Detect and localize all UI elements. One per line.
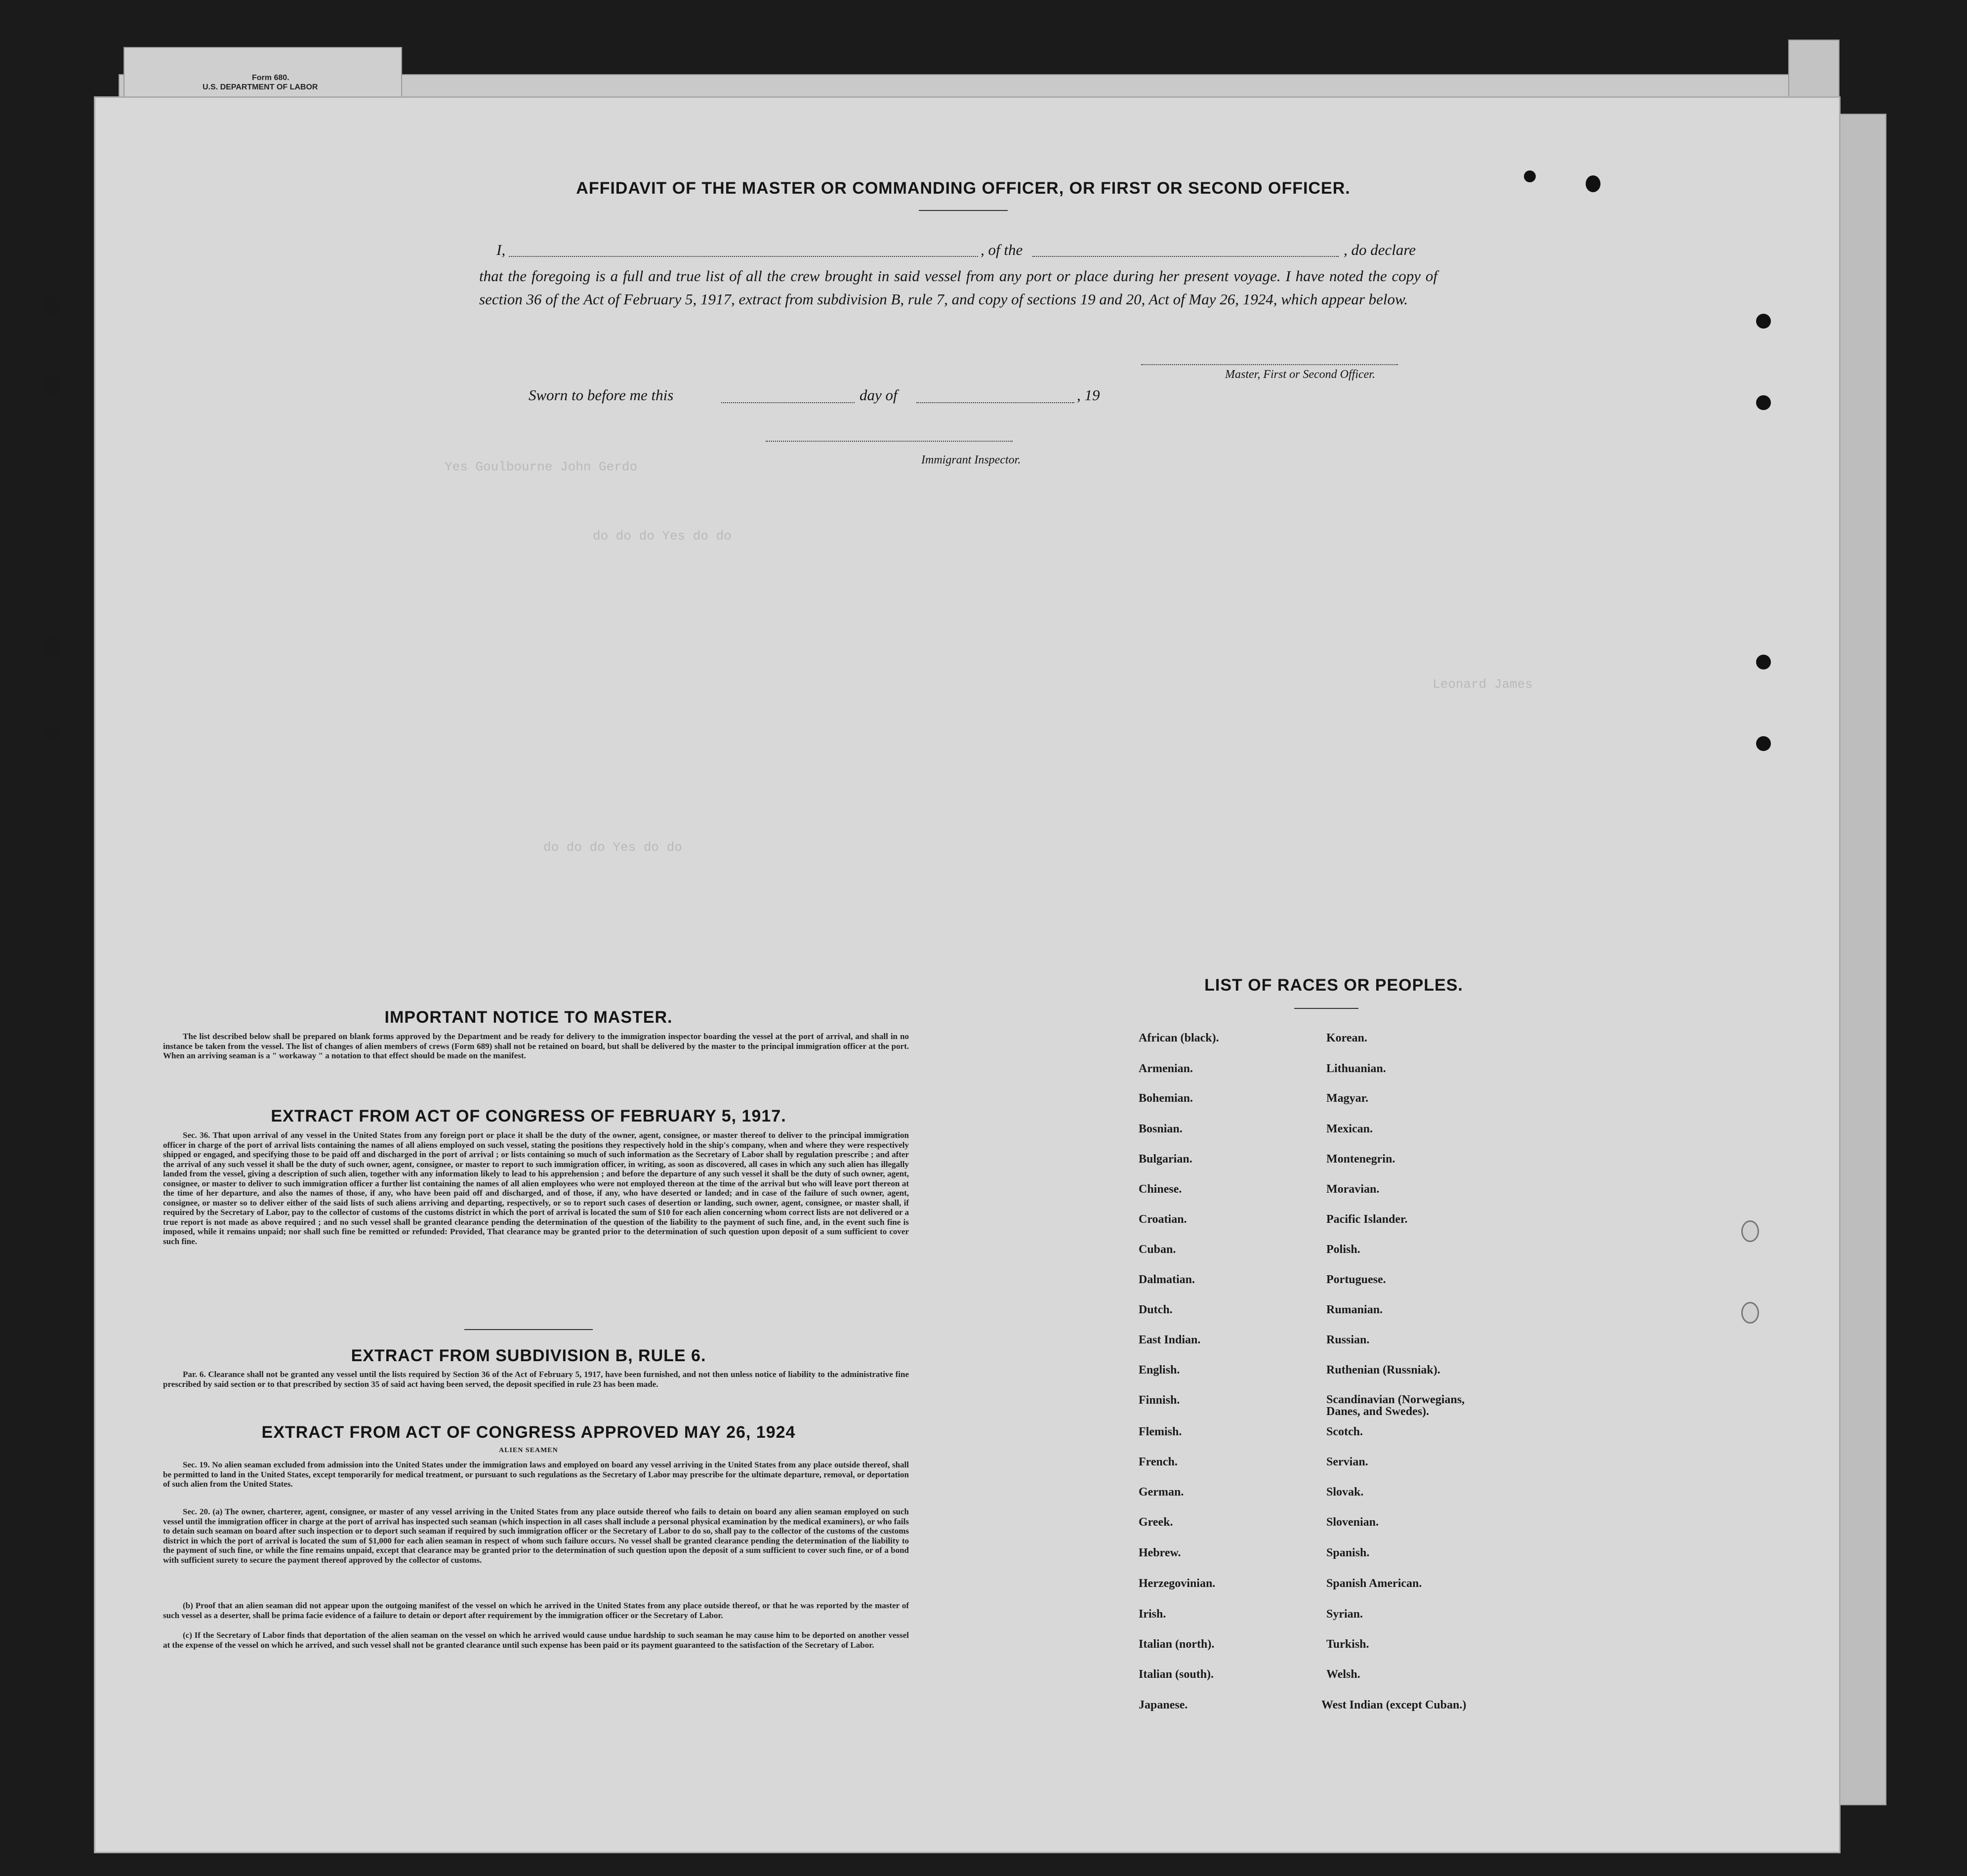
extract-divider — [464, 1329, 593, 1330]
bleed-through: do do do Yes do do — [593, 529, 732, 543]
sworn-day-blank[interactable] — [721, 401, 855, 403]
race-item: Bohemian. — [1139, 1092, 1193, 1105]
document-sheet — [94, 96, 1841, 1853]
race-item: Scandinavian (Norwegians, Danes, and Swedes). — [1326, 1393, 1465, 1418]
affidavit-of-the: , of the — [981, 241, 1023, 258]
race-item: Pacific Islander. — [1326, 1213, 1408, 1226]
race-item: Italian (north). — [1139, 1638, 1215, 1651]
notice-text: The list described below shall be prepared on blank forms approved by the Department and be ready for delivery to the immigration inspector boarding the vessel at the port of arrival, and shall in no instance be taken from the vessel. The list of changes of alien members of crews (Form 689) shall not be retained on board, but shall be delivered by the master to the principal immigration officer at the port. When an arriving seaman is a " workaway " a notation to that effect should be made on the manifest. — [163, 1032, 909, 1060]
race-item: Croatian. — [1139, 1213, 1187, 1226]
race-item: English. — [1139, 1364, 1180, 1376]
punch-hole-empty — [1741, 1302, 1759, 1324]
race-item: African (black). — [1139, 1032, 1219, 1044]
race-item: Hebrew. — [1139, 1546, 1181, 1559]
race-item: Finnish. — [1139, 1394, 1180, 1407]
race-item: Portuguese. — [1326, 1273, 1386, 1286]
binder-hole — [43, 721, 60, 742]
rule6-text: Par. 6. Clearance shall not be granted any vessel until the lists required by Section 36 of the Act of February 5, 1917, have been furnished, and not then unless notice of liability to the administrative fine prescribed by said section or to that prescribed by section 35 of said act having been served, the deposit specified in rule 23 has been made. — [163, 1370, 909, 1389]
race-item: Armenian. — [1139, 1062, 1193, 1075]
bleed-through: Leonard James — [1433, 677, 1533, 692]
race-item: Lithuanian. — [1326, 1062, 1386, 1075]
race-item: Italian (south). — [1139, 1668, 1214, 1681]
sec20a-text: Sec. 20. (a) The owner, charterer, agent, consignee, or master of any vessel arriving in the United States from any place outside thereof who fails to detain on board any alien seaman employed on such vessel until the immigration officer in charge at the port of arrival has inspected such seaman (which inspection in all cases shall include a personal physical examination by the medical examiners), or who fails to detain such seaman on board after such inspection or to deport such seaman if required by such immigration officer or the Secretary of Labor to do so, shall pay to the collector of the customs of the customs district in which the port of arrival is located the sum of $1,000 for each alien seaman in respect of whom such failure occurs. No vessel shall be granted clearance pending the determination of the liability to the payment of such fine, or while the fine remains unpaid, except that clearance may be granted prior to the determination of such question upon the deposit of a sum sufficient to cover such fine, or of a bond with sufficient surety to secure the payment thereof approved by the collector of customs. — [163, 1507, 909, 1565]
race-item: Korean. — [1326, 1032, 1367, 1044]
extract-1924-subtitle: ALIEN SEAMEN — [499, 1447, 558, 1454]
notice-title: IMPORTANT NOTICE TO MASTER. — [384, 1008, 673, 1027]
vessel-blank[interactable] — [1032, 255, 1339, 257]
race-item: Cuban. — [1139, 1243, 1176, 1256]
race-item: East Indian. — [1139, 1334, 1201, 1346]
race-item: French. — [1139, 1456, 1178, 1468]
race-item: Spanish. — [1326, 1546, 1370, 1559]
race-item: Ruthenian (Russniak). — [1326, 1364, 1440, 1376]
punch-hole — [1756, 395, 1771, 410]
bleed-through: do do do Yes do do — [543, 840, 682, 855]
race-item: Dalmatian. — [1139, 1273, 1195, 1286]
form-tab-text — [203, 73, 318, 92]
affidavit-body: that the foregoing is a full and true list of all the crew brought in said vessel from any port or place during her present voyage. I have noted the copy of section 36 of the Act of February 5, 1917, extract from subdivision B, rule 7, and copy of sections 19 and 20, Act of May 26, 1924, which appear below. — [479, 267, 1437, 308]
binder-hole — [43, 296, 60, 317]
races-title: LIST OF RACES OR PEOPLES. — [1204, 976, 1463, 995]
ink-dot — [1586, 175, 1600, 192]
race-item: Greek. — [1139, 1516, 1173, 1529]
race-item: Slovak. — [1326, 1486, 1364, 1499]
race-item: Servian. — [1326, 1456, 1368, 1468]
race-item: German. — [1139, 1486, 1184, 1499]
inspector-caption: Immigrant Inspector. — [921, 454, 1021, 466]
race-item: Polish. — [1326, 1243, 1360, 1256]
form-number: Form 680. — [252, 74, 289, 82]
races-divider — [1294, 1008, 1358, 1009]
race-item: Irish. — [1139, 1608, 1166, 1621]
name-blank[interactable] — [509, 255, 978, 257]
ink-dot — [1524, 170, 1536, 182]
punch-hole-empty — [1741, 1220, 1759, 1242]
sec20b-text: (b) Proof that an alien seaman did not appear upon the outgoing manifest of the vessel on which he arrived in the United States from any place outside thereof, or that he was reported by the master of such vessel as a deserter, shall be prima facie evidence of a failure to detain or deport after requirement by the immigration officer or the Secretary of Labor. — [163, 1601, 909, 1620]
binder-hole — [43, 375, 60, 396]
race-item: Moravian. — [1326, 1183, 1380, 1196]
race-item: Slovenian. — [1326, 1516, 1379, 1529]
affidavit-divider — [919, 210, 1008, 211]
race-item: Turkish. — [1326, 1638, 1369, 1651]
inspector-signature-line[interactable] — [766, 440, 1013, 442]
race-item: West Indian (except Cuban.) — [1321, 1699, 1467, 1711]
punch-hole — [1756, 314, 1771, 329]
race-item: Syrian. — [1326, 1608, 1363, 1621]
race-item: Scotch. — [1326, 1425, 1363, 1438]
race-item: Rumanian. — [1326, 1303, 1383, 1316]
race-item: Dutch. — [1139, 1303, 1173, 1316]
affidavit-i: I, — [496, 241, 506, 258]
officer-caption: Master, First or Second Officer. — [1225, 368, 1375, 381]
sec20c-text: (c) If the Secretary of Labor finds that deportation of the alien seaman on the vessel on which he arrived would cause undue hardship to such seaman he may cause him to be deported on another vessel at the expense of the vessel on which he arrived, and such vessel shall not be granted clearance until such expense has been paid or its payment guaranteed to the satisfaction of the Secretary of Labor. — [163, 1630, 909, 1650]
race-item: Mexican. — [1326, 1123, 1373, 1135]
bleed-through: Yes Goulbourne John Gerdo — [445, 459, 638, 474]
punch-hole — [1756, 736, 1771, 751]
race-item: Herzegovinian. — [1139, 1577, 1216, 1590]
race-item: Russian. — [1326, 1334, 1370, 1346]
race-item: Flemish. — [1139, 1425, 1182, 1438]
binder-hole — [43, 637, 60, 658]
race-item: Bosnian. — [1139, 1123, 1183, 1135]
race-item: Bulgarian. — [1139, 1153, 1192, 1166]
officer-signature-line[interactable] — [1141, 363, 1398, 365]
extract-1924-title: EXTRACT FROM ACT OF CONGRESS APPROVED MAY 26, 1924 — [261, 1423, 796, 1442]
race-item: Spanish American. — [1326, 1577, 1422, 1590]
race-item: Chinese. — [1139, 1183, 1182, 1196]
extract-1917-text: Sec. 36. That upon arrival of any vessel in the United States from any foreign port or place it shall be the duty of the owner, agent, consignee, or master thereof to deliver to the principal immigration officer in charge of the port of arrival lists containing the names of all aliens employed on such vessel, stating the positions they respectively hold in the ship's company, when and where they were respectively shipped or engaged, and specifying those to be paid off and discharged in the port of arrival ; or lists containing so much of such information as the Secretary of Labor shall by regulation prescribe ; and after the arrival of any such vessel it shall be the duty of such owner, agent, consignee, or master to report to such immigration officer, in writing, as soon as discovered, all cases in which any such alien has illegally landed from the vessel, giving a description of such alien, together with any information likely to lead to his apprehension ; and before the departure of any such vessel it shall be the duty of such owner, agent, consignee, or master to deliver to such immigration officer a further list containing the names of all alien employees who were not employed thereon at the time of the arrival but who will leave port thereon at the time of her departure, and also the names of those, if any, who have been paid off and discharged, and of those, if any, who have deserted or landed; and in case of the failure of such owner, agent, consignee, or master so to deliver either of the said lists of such aliens arriving and departing, respectively, or so to report such cases of desertion or landing, such owner, agent, consignee, or master shall, if required by the Secretary of Labor, pay to the collector of customs of the customs district in which the port of arrival is located the sum of $10 for each alien concerning whom correct lists are not delivered or a true report is not made as above required ; and no such vessel shall be granted clearance pending the determination of the question of the liability to the payment of such fine, and, in the event such fine is imposed, while it remains unpaid; nor shall such fine be remitted or refunded: Provided, That clearance may be granted prior to the determination of such question upon deposit of a sum sufficient to cover such fine. — [163, 1130, 909, 1246]
affidavit-do-declare: , do declare — [1344, 241, 1416, 258]
race-item: Japanese. — [1139, 1699, 1188, 1711]
affidavit-title: AFFIDAVIT OF THE MASTER OR COMMANDING OFFICER, OR FIRST OR SECOND OFFICER. — [576, 179, 1351, 198]
race-item: Montenegrin. — [1326, 1153, 1395, 1166]
race-item: Magyar. — [1326, 1092, 1369, 1105]
punch-hole — [1756, 655, 1771, 669]
sec19-text: Sec. 19. No alien seaman excluded from admission into the United States under the immigration laws and employed on board any vessel arriving in the United States from any place outside thereof, shall be permitted to land in the United States, except temporarily for medical treatment, or pursuant to such regulations as the Secretary of Labor may prescribe for the ultimate departure, removal, or deportation of such alien from the United States. — [163, 1460, 909, 1489]
sworn-prefix: Sworn to before me this — [529, 386, 674, 404]
department-label: U.S. DEPARTMENT OF LABOR — [203, 83, 318, 92]
rule6-title: EXTRACT FROM SUBDIVISION B, RULE 6. — [351, 1346, 706, 1365]
year-prefix: , 19 — [1077, 386, 1100, 404]
day-of: day of — [860, 386, 898, 404]
sworn-month-blank[interactable] — [916, 401, 1074, 403]
race-item: Welsh. — [1326, 1668, 1360, 1681]
extract-1917-title: EXTRACT FROM ACT OF CONGRESS OF FEBRUARY 5, 1917. — [271, 1107, 786, 1126]
